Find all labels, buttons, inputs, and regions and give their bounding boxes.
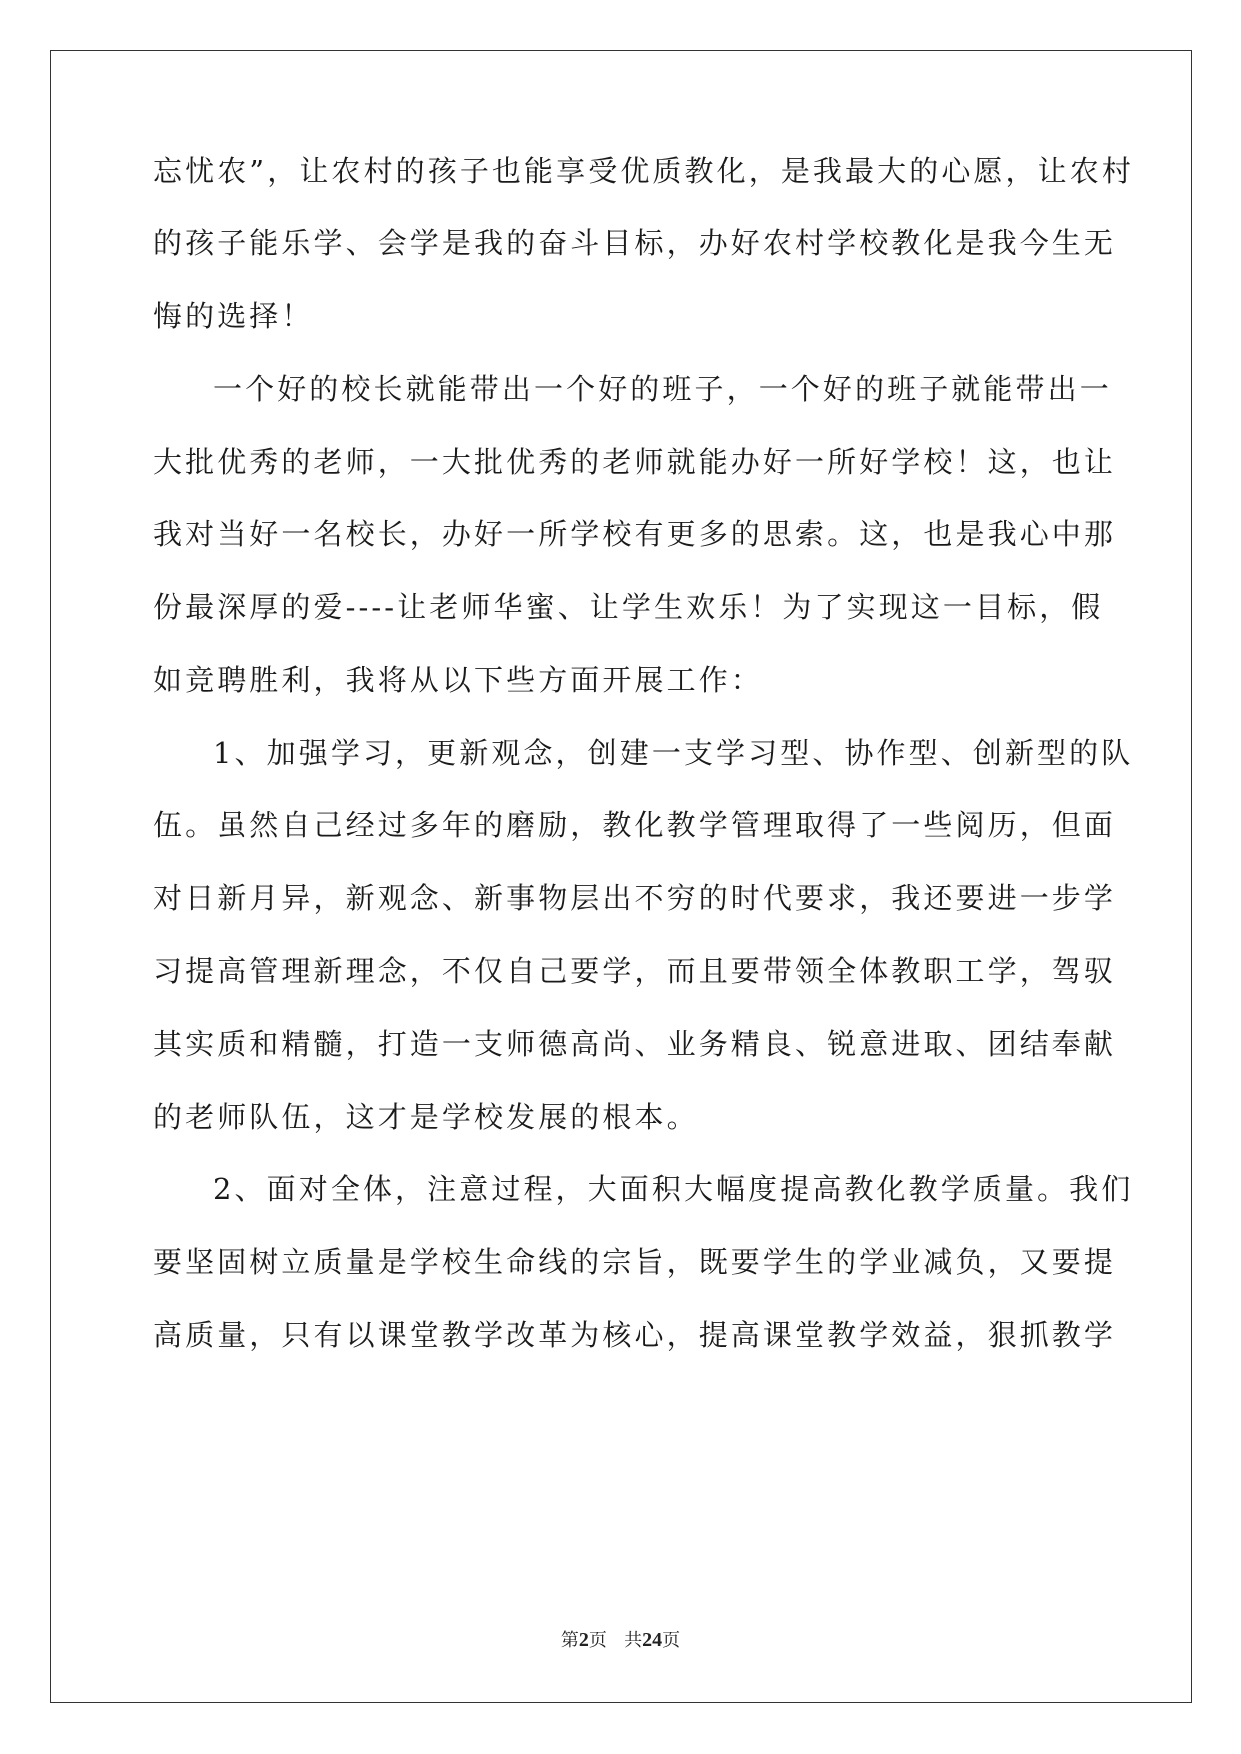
body-line: 对日新月异，新观念、新事物层出不穷的时代要求，我还要进一步学 (153, 881, 1117, 915)
body-line: 悔的选择！ (153, 299, 314, 333)
body-line: 习提高管理新理念，不仅自己要学，而且要带领全体教职工学，驾驭 (153, 954, 1117, 988)
footer-total-prefix: 共 (624, 1630, 643, 1651)
footer-page-suffix: 页 (588, 1630, 607, 1651)
footer-total-suffix: 页 (662, 1630, 681, 1651)
page-footer (0, 1628, 1241, 1653)
body-line: 伍。虽然自己经过多年的磨励，教化教学管理取得了一些阅历，但面 (153, 808, 1117, 842)
body-line: 高质量，只有以课堂教学改革为核心，提高课堂教学效益，狠抓教学 (153, 1318, 1117, 1352)
body-line: 我对当好一名校长，办好一所学校有更多的思索。这，也是我心中那 (153, 517, 1117, 551)
current-page-number: 2 (578, 1629, 589, 1651)
body-line: 要坚固树立质量是学校生命线的宗旨，既要学生的学业减负，又要提 (153, 1245, 1117, 1279)
body-line: 的老师队伍，这才是学校发展的根本。 (153, 1100, 699, 1134)
footer-prefix: 第 (560, 1630, 579, 1651)
paragraph-first-line: 一个好的校长就能带出一个好的班子，一个好的班子就能带出一 (213, 372, 1112, 406)
paragraph-first-line: 2、面对全体，注意过程，大面积大幅度提高教化教学质量。我们 (213, 1172, 1134, 1206)
body-line: 的孩子能乐学、会学是我的奋斗目标，办好农村学校教化是我今生无 (153, 226, 1117, 260)
body-line: 大批优秀的老师，一大批优秀的老师就能办好一所好学校！这，也让 (153, 445, 1117, 479)
paragraph-first-line: 1、加强学习，更新观念，创建一支学习型、协作型、创新型的队 (213, 736, 1134, 770)
total-page-count: 24 (642, 1629, 663, 1651)
body-line: 忘忧农”，让农村的孩子也能享受优质教化，是我最大的心愿，让农村 (153, 154, 1134, 188)
body-line: 如竞聘胜利，我将从以下些方面开展工作： (153, 663, 763, 697)
body-line: 其实质和精髓，打造一支师德高尚、业务精良、锐意进取、团结奉献 (153, 1027, 1117, 1061)
body-line: 份最深厚的爱----让老师华蜜、让学生欢乐！为了实现这一目标，假 (153, 590, 1104, 624)
